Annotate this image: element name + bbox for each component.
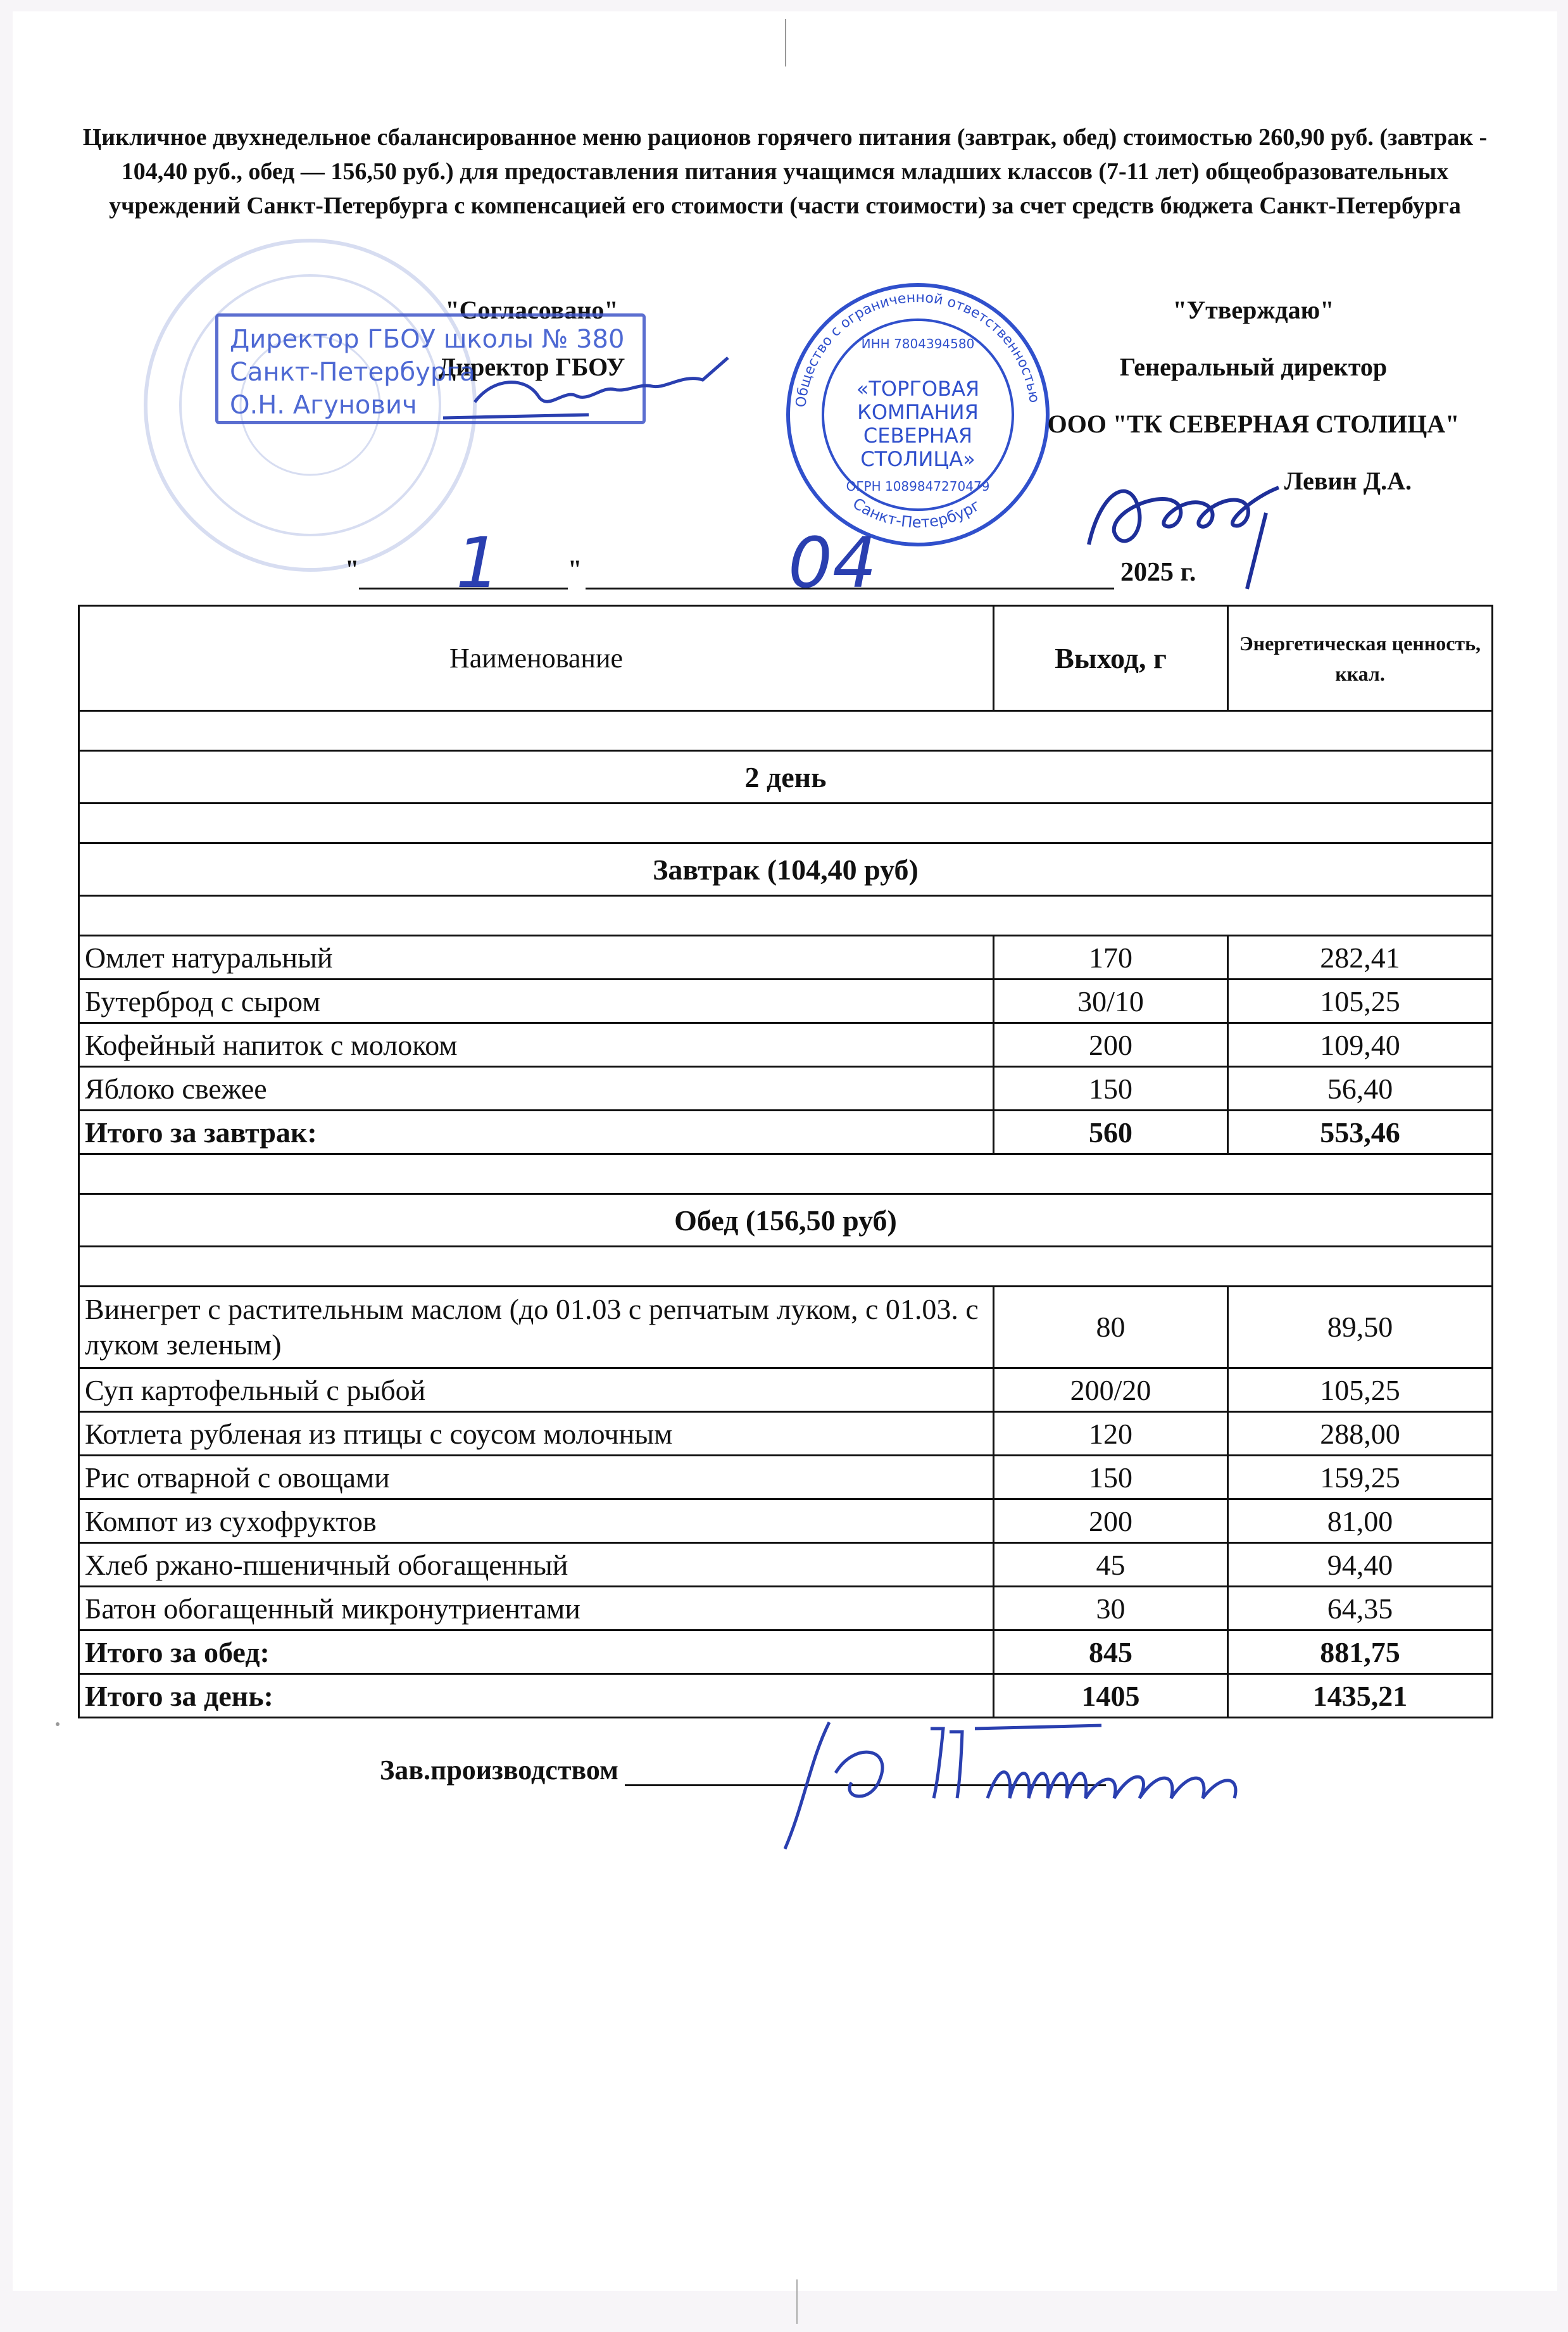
table-row xyxy=(79,1412,1493,1456)
lunch-total-row xyxy=(79,1630,1493,1674)
dish-name: Омлет натуральный xyxy=(79,936,994,980)
total-label: Итого за обед: xyxy=(79,1630,994,1674)
blank-row xyxy=(79,1154,1493,1194)
table-row xyxy=(79,1587,1493,1630)
lunch-title-row xyxy=(79,1194,1493,1247)
blank-row xyxy=(79,896,1493,936)
date-quote-open: " xyxy=(345,555,360,583)
dish-name: Суп картофельный с рыбой xyxy=(79,1368,994,1412)
blank-row xyxy=(79,1247,1493,1287)
lunch-title: Обед (156,50 руб) xyxy=(79,1194,1493,1247)
production-manager-signature xyxy=(760,1703,1317,1855)
dish-name: Рис отварной с овощами xyxy=(79,1456,994,1499)
production-manager-label: Зав.производством xyxy=(380,1755,619,1786)
column-header-yield: Выход, г xyxy=(994,606,1228,711)
total-yield: 1405 xyxy=(994,1674,1228,1718)
dish-kcal: 105,25 xyxy=(1228,980,1493,1023)
date-day: 1 xyxy=(456,522,500,603)
table-row xyxy=(79,1368,1493,1412)
dish-yield: 150 xyxy=(994,1456,1228,1499)
stamp-city-text: Санкт-Петербург xyxy=(849,494,984,532)
stamp-line: Санкт-Петербурга xyxy=(230,358,475,387)
dish-yield: 200/20 xyxy=(994,1368,1228,1412)
date-quote-close: " xyxy=(568,555,582,583)
approved-role: Генеральный директор xyxy=(1119,353,1388,381)
dish-kcal: 89,50 xyxy=(1228,1287,1493,1368)
scan-dot xyxy=(56,1722,60,1726)
dish-yield: 200 xyxy=(994,1023,1228,1067)
day-title-row xyxy=(79,751,1493,804)
director-signature xyxy=(437,351,734,434)
dish-kcal: 94,40 xyxy=(1228,1543,1493,1587)
table-row xyxy=(79,1499,1493,1543)
stamp-line: Директор ГБОУ школы № 380 xyxy=(230,325,625,354)
dish-kcal: 105,25 xyxy=(1228,1368,1493,1412)
date-year: 2025 г. xyxy=(1120,558,1196,587)
column-header-name: Наименование xyxy=(79,606,994,711)
stamp-line: О.Н. Агунович xyxy=(230,391,417,420)
dish-name: Компот из сухофруктов xyxy=(79,1499,994,1543)
approved-name: Левин Д.А. xyxy=(1284,467,1412,495)
menu-table xyxy=(78,605,1493,1718)
column-header-kcal: Энергетическая ценность, ккал. xyxy=(1228,606,1493,711)
breakfast-total-row xyxy=(79,1111,1493,1154)
stamp-center-line: КОМПАНИЯ xyxy=(857,400,979,424)
approval-date xyxy=(345,522,1244,603)
table-row xyxy=(79,1456,1493,1499)
total-label: Итого за завтрак: xyxy=(79,1111,994,1154)
blank-row xyxy=(79,804,1493,843)
breakfast-title-row xyxy=(79,843,1493,896)
dish-kcal: 81,00 xyxy=(1228,1499,1493,1543)
stamp-ogrn: ОГРН 1089847270479 xyxy=(846,479,990,494)
dish-kcal: 109,40 xyxy=(1228,1023,1493,1067)
date-month: 04 xyxy=(788,522,877,603)
dish-yield: 120 xyxy=(994,1412,1228,1456)
stamp-ring-text: Общество с ограниченной ответственностью xyxy=(793,289,1043,408)
company-round-stamp xyxy=(782,279,1054,551)
table-row xyxy=(79,936,1493,980)
total-kcal: 881,75 xyxy=(1228,1630,1493,1674)
dish-kcal: 159,25 xyxy=(1228,1456,1493,1499)
dish-name: Бутерброд с сыром xyxy=(79,980,994,1023)
total-yield: 845 xyxy=(994,1630,1228,1674)
blank-row xyxy=(79,711,1493,751)
dish-name: Винегрет с растительным маслом (до 01.03 с репчатым луком, с 01.03. с луком зеленым) xyxy=(79,1287,994,1368)
table-row xyxy=(79,1287,1493,1368)
stamp-center-line: СТОЛИЦА» xyxy=(860,447,975,471)
fold-mark-top xyxy=(785,19,786,66)
document-title: Цикличное двухнедельное сбалансированное меню рационов горячего питания (завтрак, обед) стоимостью 260,90 руб. (завтрак - 104,40 руб., обед — 156,50 руб.) для предоставления питания учащимся младших классов (7-11 лет) общеобразовательных учреждений Санкт-Петербурга с компенсацией его стоимости (части стоимости) за счет средств бюджета Санкт-Петербурга xyxy=(82,124,1488,219)
total-kcal: 1435,21 xyxy=(1228,1674,1493,1718)
table-row xyxy=(79,1023,1493,1067)
dish-yield: 30/10 xyxy=(994,980,1228,1023)
dish-yield: 45 xyxy=(994,1543,1228,1587)
dish-kcal: 56,40 xyxy=(1228,1067,1493,1111)
table-row xyxy=(79,980,1493,1023)
dish-yield: 200 xyxy=(994,1499,1228,1543)
dish-yield: 30 xyxy=(994,1587,1228,1630)
table-row xyxy=(79,1067,1493,1111)
dish-name: Яблоко свежее xyxy=(79,1067,994,1111)
approved-label: "Утверждаю" xyxy=(1172,296,1334,324)
day-title: 2 день xyxy=(79,751,1493,804)
dish-name: Батон обогащенный микронутриентами xyxy=(79,1587,994,1630)
approved-org: ООО "ТК СЕВЕРНАЯ СТОЛИЦА" xyxy=(1047,410,1460,438)
dish-kcal: 288,00 xyxy=(1228,1412,1493,1456)
table-header-row xyxy=(79,606,1493,711)
stamp-center-line: «ТОРГОВАЯ xyxy=(856,377,980,401)
dish-yield: 80 xyxy=(994,1287,1228,1368)
total-yield: 560 xyxy=(994,1111,1228,1154)
stamp-inn: ИНН 7804394580 xyxy=(861,336,975,351)
dish-yield: 170 xyxy=(994,936,1228,980)
dish-yield: 150 xyxy=(994,1067,1228,1111)
table-row xyxy=(79,1543,1493,1587)
dish-kcal: 64,35 xyxy=(1228,1587,1493,1630)
dish-kcal: 282,41 xyxy=(1228,936,1493,980)
total-label: Итого за день: xyxy=(79,1674,994,1718)
total-kcal: 553,46 xyxy=(1228,1111,1493,1154)
dish-name: Котлета рубленая из птицы с соусом молочным xyxy=(79,1412,994,1456)
stamp-center-line: СЕВЕРНАЯ xyxy=(863,424,973,448)
dish-name: Хлеб ржано-пшеничный обогащенный xyxy=(79,1543,994,1587)
fold-mark-bottom xyxy=(796,2279,798,2324)
breakfast-title: Завтрак (104,40 руб) xyxy=(79,843,1493,896)
agreed-role: Директор ГБОУ xyxy=(438,353,625,381)
dish-name: Кофейный напиток с молоком xyxy=(79,1023,994,1067)
agreed-label: "Согласовано" xyxy=(445,296,618,324)
